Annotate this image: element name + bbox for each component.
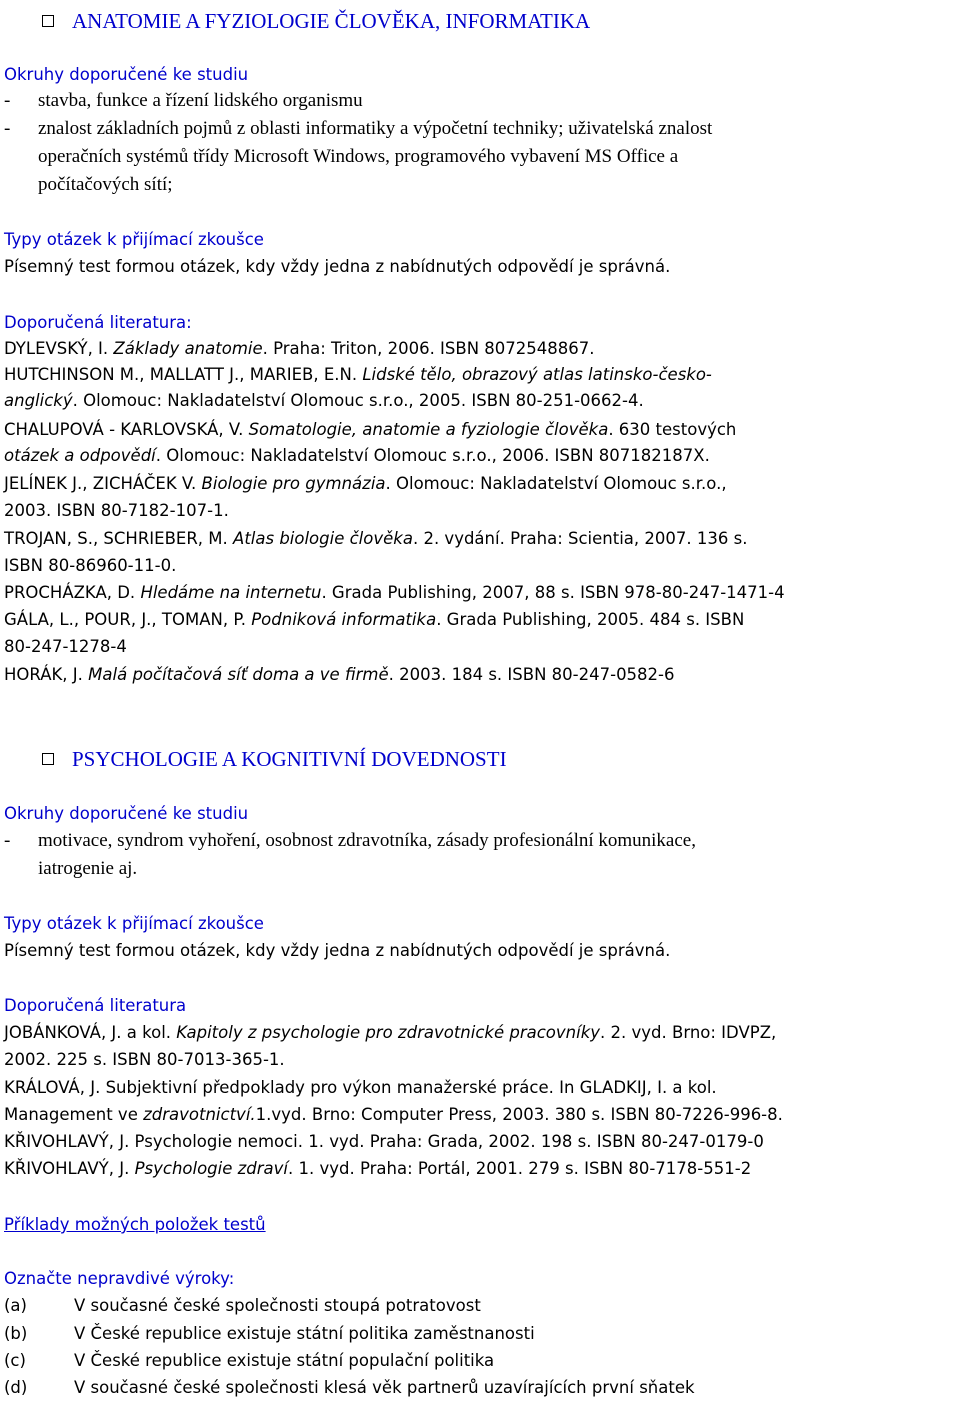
section-1-questions-heading: Typy otázek k přijímací zkoušce	[4, 230, 264, 249]
literature-entry: GÁLA, L., POUR, J., TOMAN, P. Podniková informatika. Grada Publishing, 2005. 484 s. ISBN	[4, 610, 745, 629]
section-1-literature-heading: Doporučená literatura:	[4, 313, 192, 332]
literature-entry: HUTCHINSON M., MALLATT J., MARIEB, E.N. Lidské tělo, obrazový atlas latinsko-česko-	[4, 365, 712, 384]
section-1-questions-text: Písemný test formou otázek, kdy vždy jedna z nabídnutých odpovědí je správná.	[4, 257, 671, 276]
section-1-topics-heading: Okruhy doporučené ke studiu	[4, 65, 249, 84]
section-2-questions-text: Písemný test formou otázek, kdy vždy jedna z nabídnutých odpovědí je správná.	[4, 941, 671, 960]
topic-continuation: operačních systémů třídy Microsoft Windows, programového vybavení MS Office a	[38, 146, 679, 167]
literature-entry: anglický. Olomouc: Nakladatelství Olomouc s.r.o., 2005. ISBN 80-251-0662-4.	[4, 391, 644, 410]
literature-entry: 2003. ISBN 80-7182-107-1.	[4, 501, 229, 520]
section-2-literature-heading: Doporučená literatura	[4, 996, 187, 1015]
literature-entry: JELÍNEK J., ZICHÁČEK V. Biologie pro gymnázia. Olomouc: Nakladatelství Olomouc s.r.o.,	[4, 474, 727, 493]
literature-entry: KRÁLOVÁ, J. Subjektivní předpoklady pro výkon manažerské práce. In GLADKIJ, I. a kol.	[4, 1078, 717, 1097]
checkbox-bullet-icon	[42, 15, 54, 27]
section-2-topics-heading: Okruhy doporučené ke studiu	[4, 804, 249, 823]
section-2-questions-heading: Typy otázek k přijímací zkoušce	[4, 914, 264, 933]
checkbox-bullet-icon	[42, 753, 54, 765]
literature-entry: PROCHÁZKA, D. Hledáme na internetu. Grada Publishing, 2007, 88 s. ISBN 978-80-247-1471-4	[4, 583, 785, 602]
task-heading: Označte nepravdivé výroky:	[4, 1269, 235, 1288]
literature-entry: ISBN 80-86960-11-0.	[4, 556, 177, 575]
literature-entry: DYLEVSKÝ, I. Základy anatomie. Praha: Triton, 2006. ISBN 8072548867.	[4, 339, 595, 358]
literature-entry: JOBÁNKOVÁ, J. a kol. Kapitoly z psychologie pro zdravotnické pracovníky. 2. vyd. Brno: IDVPZ,	[4, 1023, 777, 1042]
literature-entry: KŘIVOHLAVÝ, J. Psychologie nemoci. 1. vyd. Praha: Grada, 2002. 198 s. ISBN 80-247-0179-0	[4, 1132, 764, 1151]
literature-entry: KŘIVOHLAVÝ, J. Psychologie zdraví. 1. vyd. Praha: Portál, 2001. 279 s. ISBN 80-7178-551-2	[4, 1159, 752, 1178]
literature-entry: HORÁK, J. Malá počítačová síť doma a ve firmě. 2003. 184 s. ISBN 80-247-0582-6	[4, 665, 675, 684]
section-2-title	[4, 747, 507, 771]
literature-entry: CHALUPOVÁ - KARLOVSKÁ, V. Somatologie, anatomie a fyziologie člověka. 630 testových	[4, 420, 737, 439]
section-1-title-text: ANATOMIE A FYZIOLOGIE ČLOVĚKA, INFORMATIKA	[72, 9, 591, 33]
topic-continuation: počítačových sítí;	[38, 174, 173, 195]
topic-continuation: iatrogenie aj.	[38, 858, 138, 879]
literature-entry: otázek a odpovědí. Olomouc: Nakladatelství Olomouc s.r.o., 2006. ISBN 807182187X.	[4, 446, 710, 465]
literature-entry: TROJAN, S., SCHRIEBER, M. Atlas biologie člověka. 2. vydání. Praha: Scientia, 2007. 136 s.	[4, 529, 748, 548]
section-2-title-text: PSYCHOLOGIE A KOGNITIVNÍ DOVEDNOSTI	[72, 747, 507, 771]
section-1-title	[4, 9, 590, 33]
examples-heading: Příklady možných položek testů	[4, 1215, 266, 1234]
literature-entry: 80-247-1278-4	[4, 637, 127, 656]
literature-entry: Management ve zdravotnictví.1.vyd. Brno: Computer Press, 2003. 380 s. ISBN 80-7226-996-8.	[4, 1105, 783, 1124]
literature-entry: 2002. 225 s. ISBN 80-7013-365-1.	[4, 1050, 285, 1069]
